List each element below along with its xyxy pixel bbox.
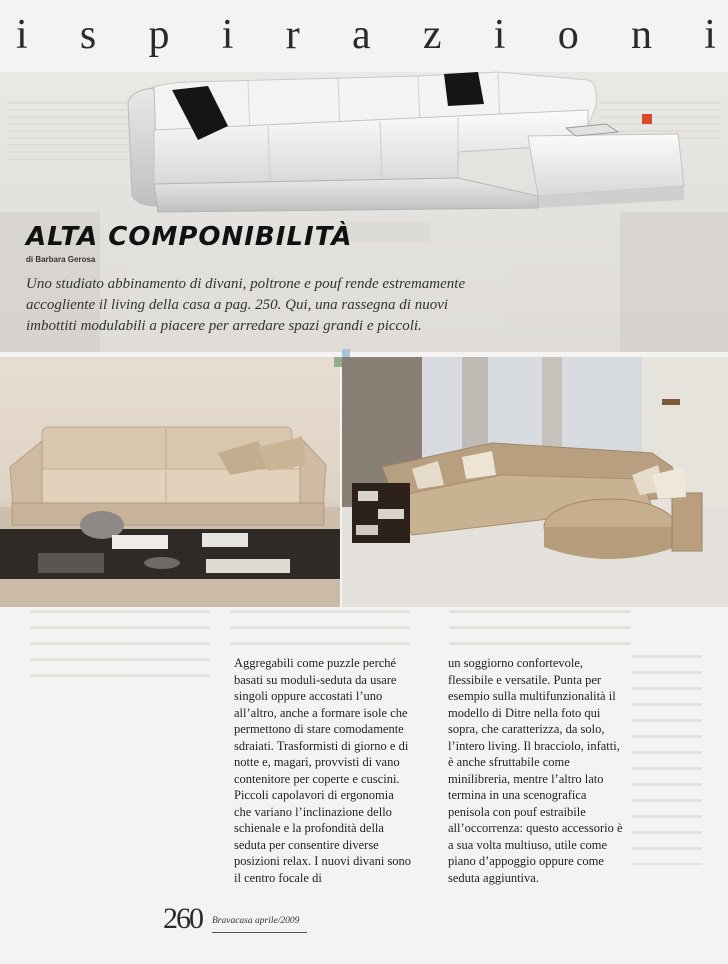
section-letter: i (221, 12, 234, 58)
ghost-text-verso (632, 655, 702, 865)
article-headline: ALTA COMPONIBILITÀ (26, 222, 353, 252)
section-letter: z (422, 12, 442, 58)
section-letter: n (630, 12, 652, 58)
modular-sectional-photo (342, 357, 728, 607)
section-letter: s (79, 12, 97, 58)
accent-square (642, 114, 652, 124)
article-paragraph: Aggregabili come puzzle perché basati su moduli-seduta da usare singoli oppure accostati l’uno all’altro, anche a formare isole che permettono di stare comodamente sdraiati. Trasformisti di giorno e di notte e, magari, provvisti di vano contenitore per coperte e cuscini. Piccoli capolavori di ergonomia che variano l’inclinazione dello schienale e la profondità della seduta per consentire diverse posizioni relax. I nuovi divani sono il centro focale di (234, 656, 412, 885)
section-letter: i (16, 12, 28, 58)
footer-rule (212, 932, 307, 933)
hero-sectional-sofa-image (118, 66, 686, 216)
page-number: 260 (163, 902, 202, 935)
publication-name: Bravacasa aprile/2009 (212, 916, 300, 926)
section-letter: r (285, 12, 300, 58)
ghost-text-verso (450, 610, 630, 650)
article-body-column-2 (448, 655, 628, 886)
section-letter: i (704, 12, 716, 58)
section-letter: p (148, 12, 170, 58)
section-letter: o (557, 12, 579, 58)
beige-sofa-photo (0, 357, 340, 607)
article-paragraph: un soggiorno confortevole, flessibile e versatile. Punta per esempio sulla multifunzionalità il modello di Ditre nella foto qui sopra, che caratterizza, da solo, l’intero living. Il bracciolo, infatti, è anche sfruttabile come minilibreria, mentre l’altro lato termina in una scenografica penisola con pouf estraibile all’occorrenza: questo accessorio è a sua volta multiuso, utile come piano d’appoggio oppure come seduta aggiuntiva. (448, 656, 623, 885)
section-letter: a (351, 12, 371, 58)
section-letter: i (493, 12, 506, 58)
article-byline: di Barbara Gerosa (26, 255, 96, 264)
ghost-text-verso (30, 610, 210, 690)
section-title (16, 14, 716, 56)
ghost-text-verso (230, 610, 410, 650)
article-body-column-1 (234, 655, 414, 886)
accent-square (334, 357, 342, 367)
article-intro: Uno studiato abbinamento di divani, poltrone e pouf rende estremamente accogliente il living della casa a pag. 250. Qui, una rassegna di nuovi imbottiti modulabili a piacere per arredare spazi grandi e piccoli. (26, 276, 466, 334)
accent-square (342, 349, 350, 357)
